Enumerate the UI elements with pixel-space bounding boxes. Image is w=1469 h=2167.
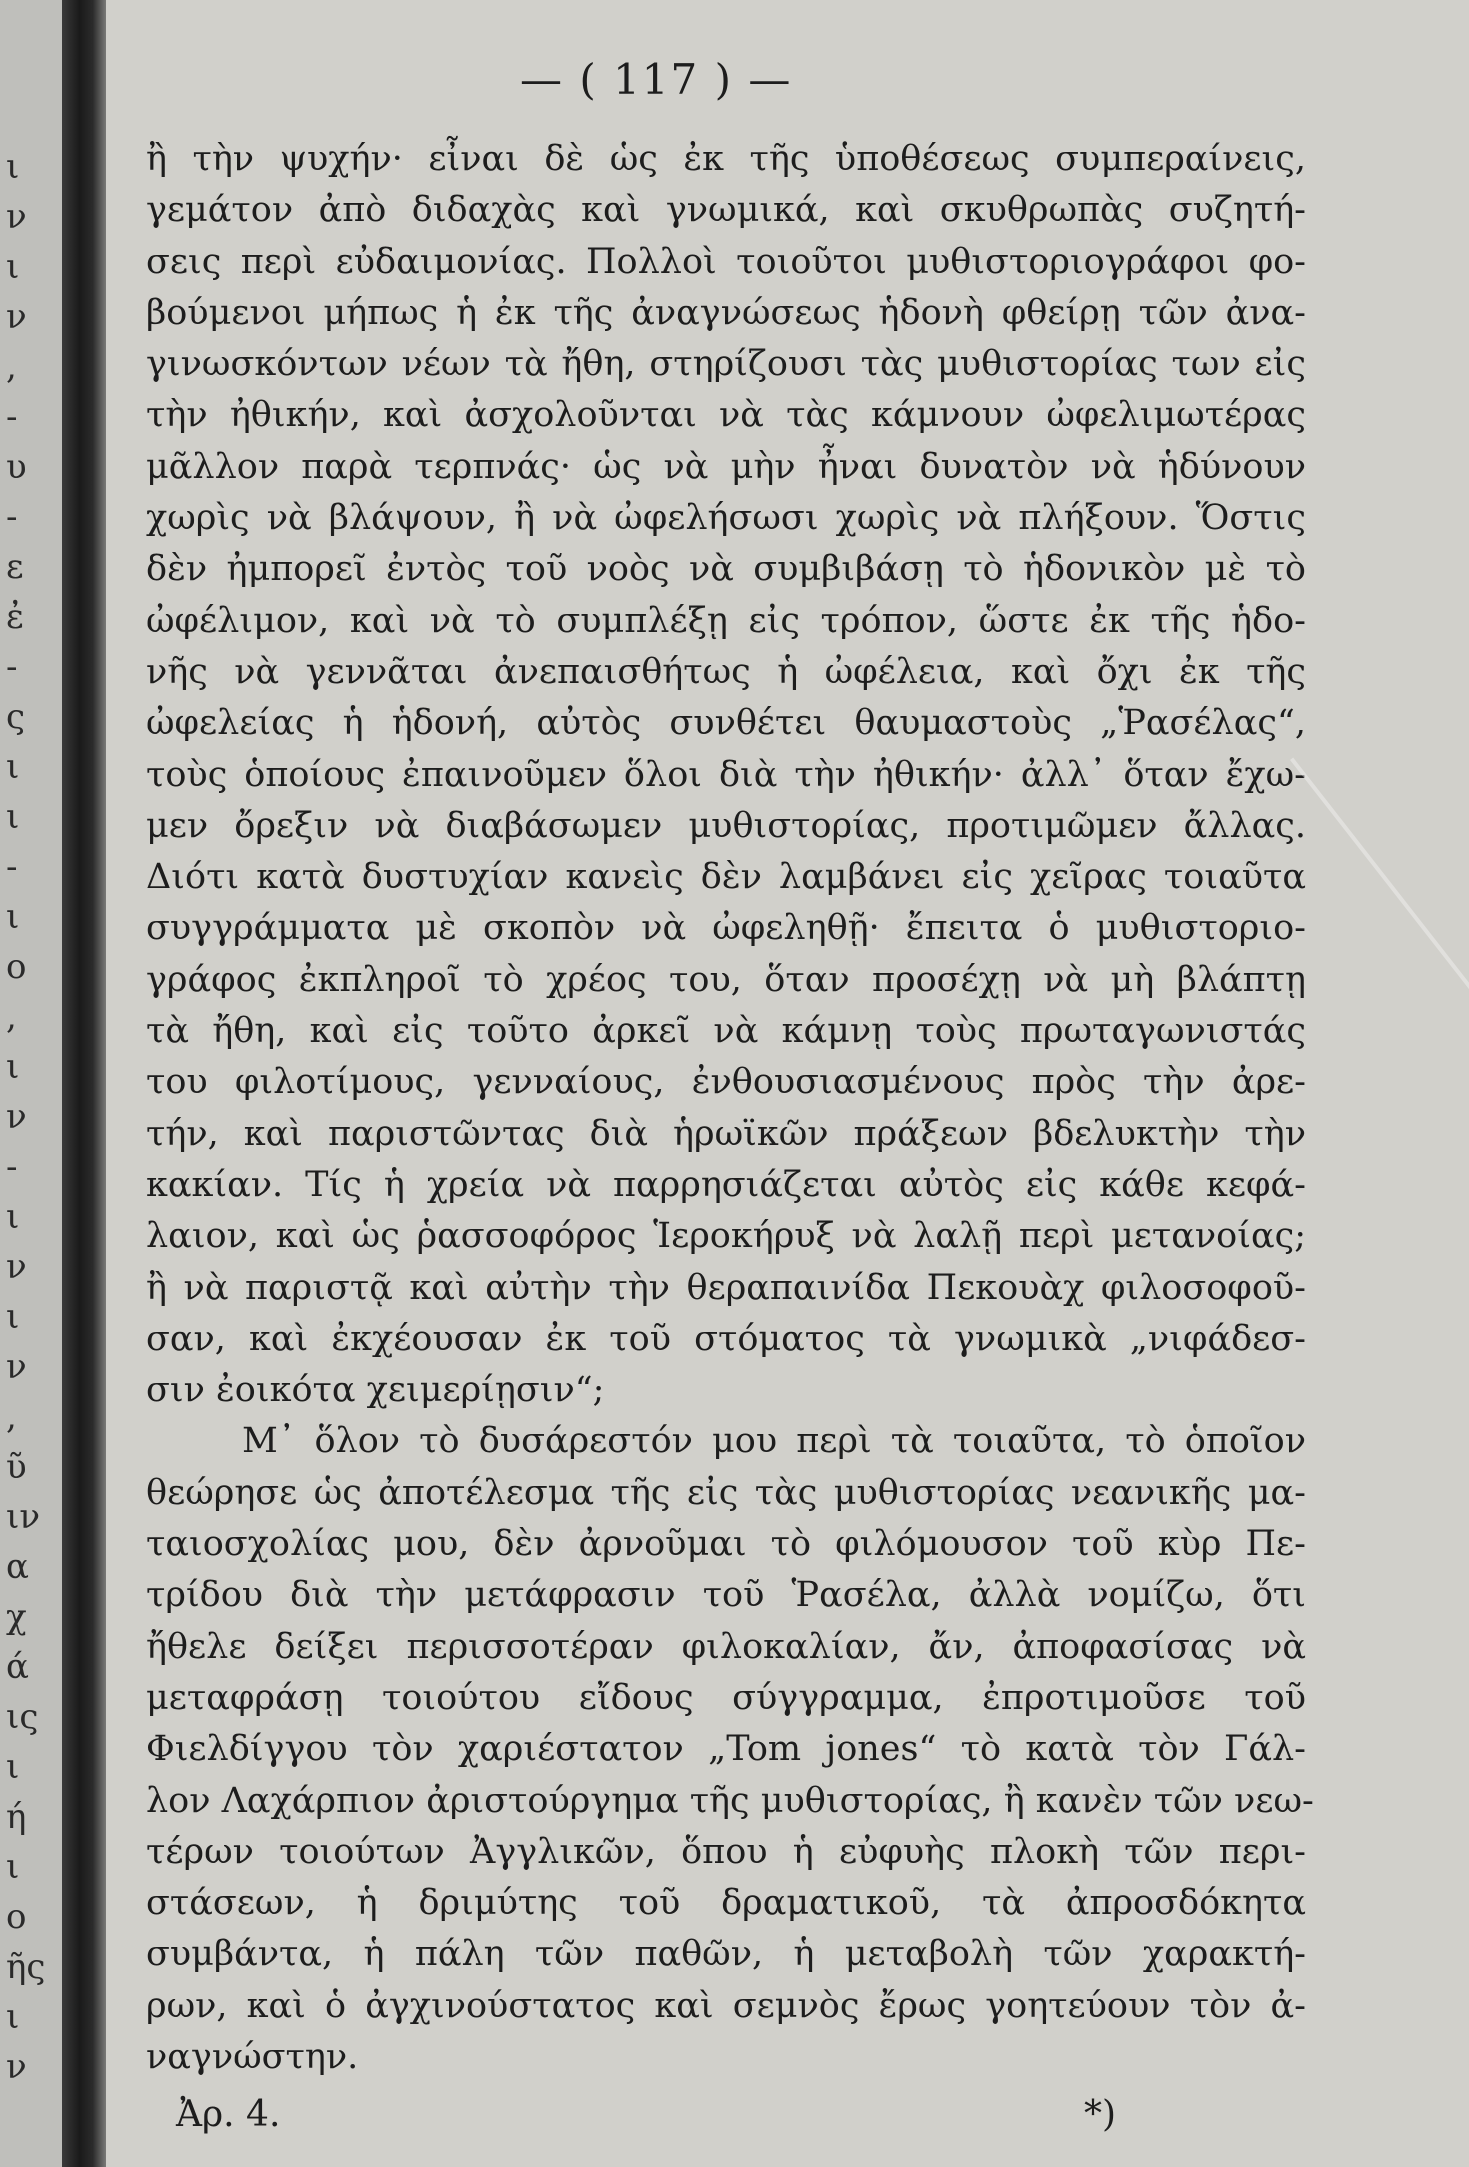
- facing-page-fragment: ν: [6, 2047, 27, 2087]
- text-line: Διότι κατὰ δυστυχίαν κανεὶς δὲν λαμβάνει εἰς χεῖρας τοιαῦτα: [146, 857, 1306, 898]
- text-line: στάσεων, ἡ δριμύτης τοῦ δραματικοῦ, τὰ ἀπροσδόκητα: [146, 1883, 1306, 1924]
- text-line: λαιον, καὶ ὡς ῥασσοφόρος Ἱεροκήρυξ νὰ λαλῇ περὶ μετανοίας;: [146, 1216, 1306, 1257]
- facing-page-fragment: -: [6, 497, 18, 537]
- text-line: νῆς νὰ γεννᾶται ἀνεπαισθήτως ἡ ὠφέλεια, καὶ ὄχι ἐκ τῆς: [146, 651, 1306, 692]
- facing-page-fragment: ις: [6, 1697, 39, 1737]
- facing-page-fragment: ι: [6, 1997, 20, 2037]
- text-line: μεταφράσῃ τοιούτου εἴδους σύγγραμμα, ἐπροτιμοῦσε τοῦ: [146, 1677, 1306, 1718]
- text-line: τοὺς ὁποίους ἐπαινοῦμεν ὅλοι διὰ τὴν ἠθικήν· ἀλλ᾽ ὅταν ἔχω-: [146, 754, 1306, 795]
- facing-page-fragment: ι: [6, 147, 20, 187]
- facing-page-fragment: ς: [6, 697, 26, 737]
- facing-page-fragment: ῦ: [6, 1447, 27, 1487]
- facing-page-fragment: ι: [6, 747, 20, 787]
- body-text: [146, 134, 1314, 2083]
- facing-page-fragment: -: [6, 847, 18, 887]
- facing-page-fragment: ι: [6, 1747, 20, 1787]
- facing-page-fragment: ,: [6, 997, 17, 1037]
- facing-page-fragment: ι: [6, 797, 20, 837]
- text-line: γράφος ἐκπληροῖ τὸ χρέος του, ὅταν προσέχῃ νὰ μὴ βλάπτῃ: [146, 959, 1306, 1000]
- text-line: του φιλοτίμους, γενναίους, ἐνθουσιασμένους πρὸς τὴν ἀρε-: [146, 1062, 1306, 1103]
- text-line: τέρων τοιούτων Ἀγγλικῶν, ὅπου ἡ εὐφυὴς πλοκὴ τῶν περι-: [146, 1831, 1306, 1872]
- facing-page-fragment: ο: [6, 947, 27, 987]
- facing-page-fragment: ,: [6, 347, 17, 387]
- facing-page-fragment: ά: [6, 1647, 29, 1687]
- facing-page-fragment: υ: [6, 447, 27, 487]
- text-line: τρίδου διὰ τὴν μετάφρασιν τοῦ Ῥασέλα, ἀλλὰ νομίζω, ὅτι: [146, 1575, 1306, 1616]
- facing-page-edge: [0, 0, 62, 2167]
- facing-page-fragment: ο: [6, 1897, 27, 1937]
- text-line: γινωσκόντων νέων τὰ ἤθη, στηρίζουσι τὰς μυθιστορίας των εἰς: [146, 344, 1306, 385]
- text-line: τὴν ἠθικήν, καὶ ἀσχολοῦνται νὰ τὰς κάμνουν ὠφελιμωτέρας: [146, 395, 1306, 436]
- facing-page-fragment: ν: [6, 1347, 27, 1387]
- facing-page-fragment: -: [6, 647, 18, 687]
- signature-mark: Ἀρ. 4.: [176, 2094, 281, 2135]
- page-footer: [176, 2094, 1116, 2144]
- text-line: σαν, καὶ ἐκχέουσαν ἐκ τοῦ στόματος τὰ γνωμικὰ „νιφάδεσ-: [146, 1318, 1306, 1359]
- text-line: μᾶλλον παρὰ τερπνάς· ὡς νὰ μὴν ἦναι δυνατὸν νὰ ἡδύνουν: [146, 446, 1306, 487]
- text-line: ἤθελε δείξει περισσοτέραν φιλοκαλίαν, ἄν, ἀποφασίσας νὰ: [146, 1626, 1306, 1667]
- facing-page-fragment: ,: [6, 1397, 17, 1437]
- facing-page-fragment: ν: [6, 197, 27, 237]
- facing-page-fragment: ι: [6, 247, 20, 287]
- facing-page-fragment: ι: [6, 897, 20, 937]
- facing-page-fragment: ή: [6, 1797, 27, 1837]
- page-header: — ( 117 ) —: [520, 55, 793, 104]
- text-line: σιν ἐοικότα χειμερίῃσιν“;: [146, 1370, 605, 1411]
- text-line: ἢ νὰ παριστᾷ καὶ αὐτὴν τὴν θεραπαινίδα Πεκουὰχ φιλοσοφοῦ-: [146, 1267, 1306, 1308]
- catchword: *): [1083, 2094, 1116, 2135]
- text-line: δὲν ἠμπορεῖ ἐντὸς τοῦ νοὸς νὰ συμβιβάσῃ τὸ ἡδονικὸν μὲ τὸ: [146, 549, 1306, 590]
- text-line: λον Λαχάρπιον ἀριστούργημα τῆς μυθιστορίας, ἢ κανὲν τῶν νεω-: [146, 1780, 1314, 1821]
- text-line: ὠφελείας ἡ ἡδονή, αὐτὸς συνθέτει θαυμαστοὺς „Ῥασέλας“,: [146, 703, 1306, 744]
- text-line: κακίαν. Τίς ἡ χρεία νὰ παρρησιάζεται αὐτὸς εἰς κάθε κεφά-: [146, 1164, 1306, 1205]
- facing-page-fragment: -: [6, 1147, 18, 1187]
- facing-page-fragment: ν: [6, 297, 27, 337]
- facing-page-fragment: ν: [6, 1097, 27, 1137]
- text-line: ὠφέλιμον, καὶ νὰ τὸ συμπλέξῃ εἰς τρόπον, ὥστε ἐκ τῆς ἡδο-: [146, 600, 1306, 641]
- text-line: θεώρησε ὡς ἀποτέλεσμα τῆς εἰς τὰς μυθιστορίας νεανικῆς μα-: [146, 1472, 1306, 1513]
- text-line: τὰ ἤθη, καὶ εἰς τοῦτο ἀρκεῖ νὰ κάμνῃ τοὺς πρωταγωνιστάς: [146, 1011, 1306, 1052]
- text-line: μεν ὄρεξιν νὰ διαβάσωμεν μυθιστορίας, προτιμῶμεν ἄλλας.: [146, 805, 1306, 846]
- facing-page-fragment: ι: [6, 1197, 20, 1237]
- text-line: συμβάντα, ἡ πάλη τῶν παθῶν, ἡ μεταβολὴ τῶν χαρακτή-: [146, 1934, 1306, 1975]
- text-line: ρων, καὶ ὁ ἀγχινούστατος καὶ σεμνὸς ἔρως γοητεύουν τὸν ἀ-: [146, 1985, 1306, 2026]
- facing-page-fragment: ι: [6, 1297, 20, 1337]
- paper-crease: [1290, 758, 1469, 1091]
- text-line: συγγράμματα μὲ σκοπὸν νὰ ὠφεληθῇ· ἔπειτα ὁ μυθιστοριο-: [146, 908, 1306, 949]
- facing-page-fragment: ε: [6, 547, 24, 587]
- text-line: ναγνώστην.: [146, 2036, 359, 2077]
- facing-page-fragment: ν: [6, 1247, 27, 1287]
- text-line: γεμάτον ἀπὸ διδαχὰς καὶ γνωμικά, καὶ σκυθρωπὰς συζητή-: [146, 190, 1306, 231]
- text-line: ἢ τὴν ψυχήν· εἶναι δὲ ὡς ἐκ τῆς ὑποθέσεως συμπεραίνεις,: [146, 139, 1306, 179]
- facing-page-fragment: -: [6, 397, 18, 437]
- facing-page-fragment: ῆς: [6, 1947, 46, 1987]
- text-line: χωρὶς νὰ βλάψουν, ἢ νὰ ὠφελήσωσι χωρὶς νὰ πλήξουν. Ὅστις: [146, 498, 1306, 539]
- facing-page-fragment: ἐ: [6, 597, 25, 637]
- text-line: τήν, καὶ παριστῶντας διὰ ἡρωϊκῶν πράξεων βδελυκτὴν τὴν: [146, 1113, 1306, 1154]
- facing-page-fragment: ι: [6, 1847, 20, 1887]
- facing-page-fragment: ι: [6, 1047, 20, 1087]
- text-line: Φιελδίγγου τὸν χαριέστατον „Tom jones“ τὸ κατὰ τὸν Γάλ-: [146, 1729, 1306, 1770]
- text-line: σεις περὶ εὐδαιμονίας. Πολλοὶ τοιοῦτοι μυθιστοριογράφοι φο-: [146, 241, 1306, 282]
- text-line: ταιοσχολίας μου, δὲν ἀρνοῦμαι τὸ φιλόμουσον τοῦ κὺρ Πε-: [146, 1524, 1306, 1565]
- facing-page-fragment: ιν: [6, 1497, 40, 1537]
- facing-page-fragment: α: [6, 1547, 29, 1587]
- facing-page-fragment: χ: [6, 1597, 27, 1637]
- text-line: βούμενοι μήπως ἡ ἐκ τῆς ἀναγνώσεως ἡδονὴ φθείρῃ τῶν ἀνα-: [146, 292, 1306, 333]
- text-line: Μ᾽ ὅλον τὸ δυσάρεστόν μου περὶ τὰ τοιαῦτα, τὸ ὁποῖον: [242, 1421, 1306, 1462]
- book-gutter: [62, 0, 106, 2167]
